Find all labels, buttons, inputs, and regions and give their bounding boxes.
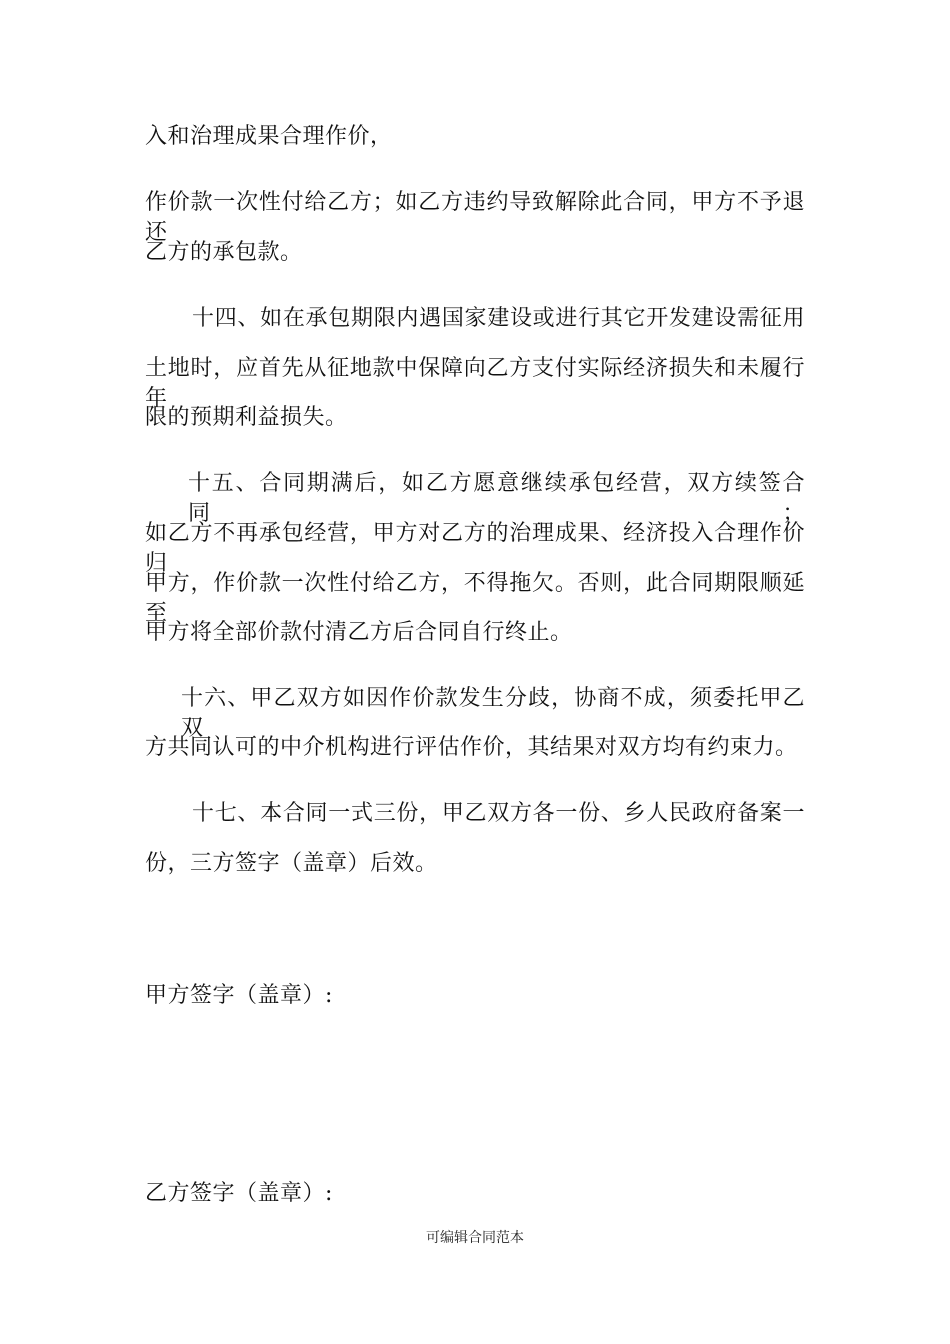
paragraph-line: 入和治理成果合理作价， xyxy=(145,124,393,149)
clause-14-line: 限的预期利益损失。 xyxy=(145,405,348,430)
paragraph-line: 作价款一次性付给乙方；如乙方违约导致解除此合同，甲方不予退还 xyxy=(145,190,805,245)
clause-15-line: 甲方，作价款一次性付给乙方，不得拖欠。否则，此合同期限顺延至 xyxy=(145,571,805,626)
clause-17-line: 十七、本合同一式三份，甲乙双方各一份、乡人民政府备案一 xyxy=(192,801,805,826)
paragraph-line: 乙方的承包款。 xyxy=(145,240,303,265)
clause-16-line: 方共同认可的中介机构进行评估作价，其结果对双方均有约束力。 xyxy=(145,735,798,760)
clause-14-line: 土地时，应首先从征地款中保障向乙方支付实际经济损失和未履行年 xyxy=(145,356,805,411)
clause-15-line: 如乙方不再承包经营，甲方对乙方的治理成果、经济投入合理作价归 xyxy=(145,521,805,576)
party-a-signature-label: 甲方签字（盖章）: xyxy=(145,983,333,1008)
page-footer: 可编辑合同范本 xyxy=(426,1230,524,1246)
clause-15-line: 十五、合同期满后，如乙方愿意继续承包经营，双方续签合同； xyxy=(188,471,805,526)
clause-16-line: 十六、甲乙双方如因作价款发生分歧，协商不成，须委托甲乙双 xyxy=(181,686,805,741)
clause-15-line: 甲方将全部价款付清乙方后合同自行终止。 xyxy=(145,620,573,645)
clause-17-line: 份，三方签字（盖章）后效。 xyxy=(145,851,438,876)
clause-14-line: 十四、如在承包期限内遇国家建设或进行其它开发建设需征用 xyxy=(192,306,805,331)
party-b-signature-label: 乙方签字（盖章）: xyxy=(145,1181,333,1206)
